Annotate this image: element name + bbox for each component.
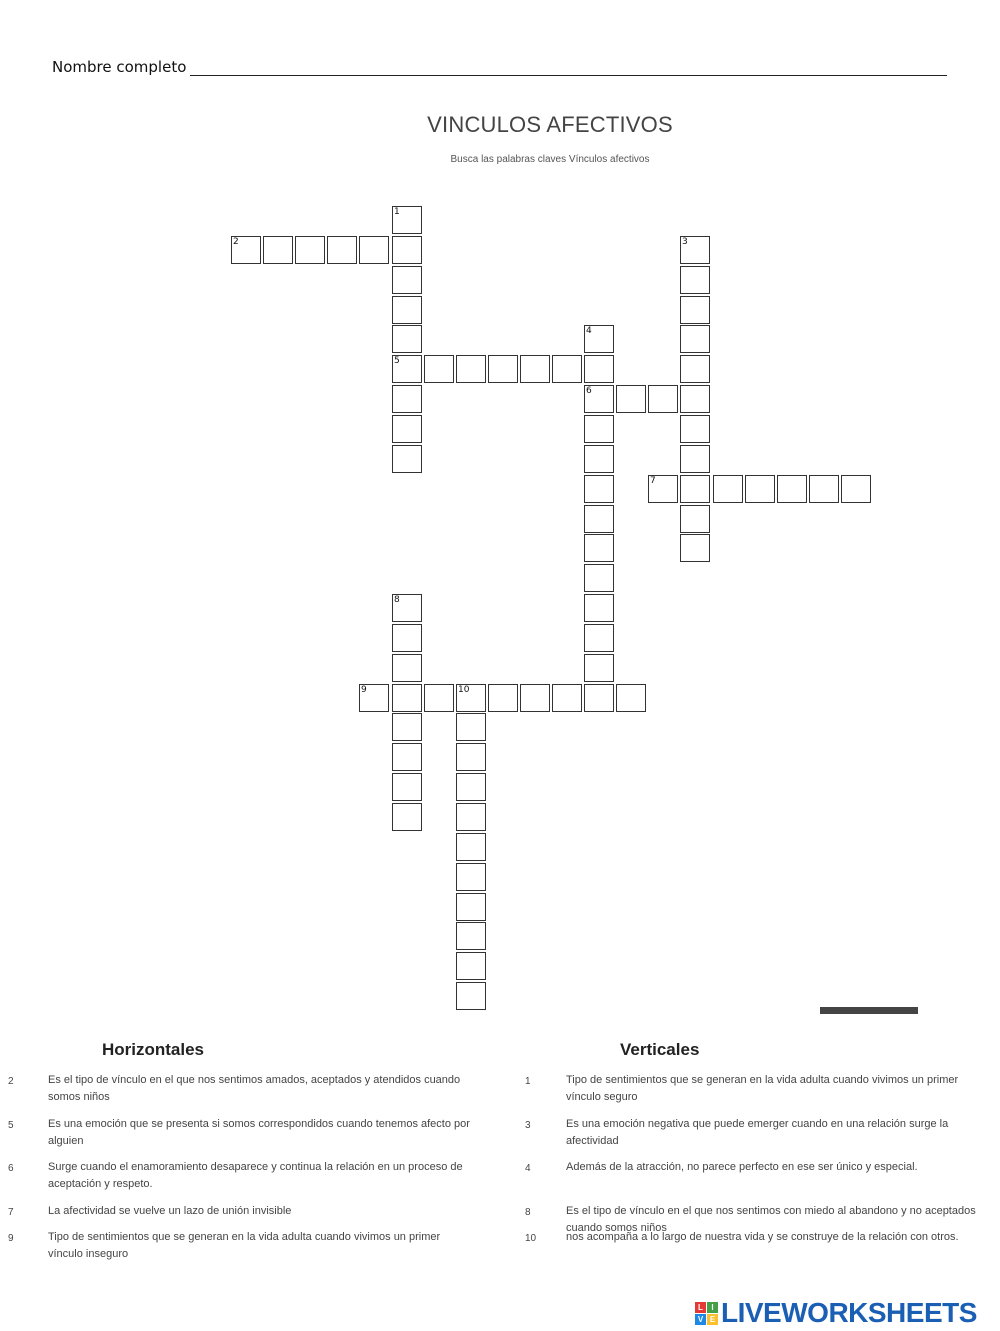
crossword-cell[interactable] [392, 236, 422, 264]
clue-list-number: 1 [525, 1076, 531, 1087]
crossword-cell[interactable] [392, 684, 422, 712]
crossword-cell[interactable] [392, 415, 422, 443]
clue-number: 4 [586, 326, 592, 336]
crossword-cell[interactable] [392, 743, 422, 771]
clue-number: 1 [394, 207, 400, 217]
clue-text: La afectividad se vuelve un lazo de unión invisible [48, 1205, 292, 1217]
crossword-cell[interactable] [392, 773, 422, 801]
crossword-cell[interactable] [392, 803, 422, 831]
crossword-cell[interactable] [584, 624, 614, 652]
crossword-cell[interactable] [295, 236, 325, 264]
clue-number: 2 [233, 237, 239, 247]
crossword-cell[interactable] [392, 385, 422, 413]
clue-text: Es el tipo de vínculo en el que nos sentimos con miedo al abandono y no aceptados cuando somos niños [566, 1205, 976, 1234]
crossword-cell[interactable] [680, 325, 710, 353]
crossword-cell[interactable] [584, 385, 614, 413]
crossword-cell[interactable] [456, 952, 486, 980]
crossword-cell[interactable] [456, 803, 486, 831]
name-label: Nombre completo [52, 58, 187, 76]
crossword-cell[interactable] [424, 355, 454, 383]
crossword-cell[interactable] [456, 355, 486, 383]
crossword-cell[interactable] [392, 355, 422, 383]
crossword-cell[interactable] [392, 206, 422, 234]
crossword-cell[interactable] [841, 475, 871, 503]
logo-letter: L [695, 1302, 706, 1313]
crossword-cell[interactable] [456, 713, 486, 741]
crossword-cell[interactable] [584, 564, 614, 592]
crossword-cell[interactable] [680, 236, 710, 264]
crossword-cell[interactable] [231, 236, 261, 264]
crossword-cell[interactable] [584, 355, 614, 383]
crossword-cell[interactable] [456, 863, 486, 891]
crossword-cell[interactable] [745, 475, 775, 503]
clue-text: Tipo de sentimientos que se generan en la vida adulta cuando vivimos un primer vínculo seguro [566, 1074, 959, 1103]
liveworksheets-logo-icon [695, 1302, 718, 1325]
logo-letter: E [707, 1314, 718, 1325]
crossword-cell[interactable] [680, 296, 710, 324]
crossword-cell[interactable] [392, 624, 422, 652]
crossword-cell[interactable] [584, 594, 614, 622]
crossword-cell[interactable] [584, 505, 614, 533]
crossword-cell[interactable] [777, 475, 807, 503]
crossword-cell[interactable] [680, 445, 710, 473]
crossword-cell[interactable] [520, 355, 550, 383]
crossword-cell[interactable] [584, 654, 614, 682]
clue-text: Además de la atracción, no parece perfecto en ese ser único y especial. [566, 1161, 918, 1173]
crossword-cell[interactable] [680, 415, 710, 443]
crossword-cell[interactable] [584, 445, 614, 473]
clue-list-number: 5 [8, 1120, 14, 1131]
crossword-cell[interactable] [680, 534, 710, 562]
clue-number: 10 [458, 685, 470, 695]
crossword-cell[interactable] [809, 475, 839, 503]
crossword-cell[interactable] [392, 594, 422, 622]
crossword-cell[interactable] [680, 475, 710, 503]
crossword-cell[interactable] [680, 505, 710, 533]
brand-footer [695, 1297, 977, 1329]
clue-text: Es el tipo de vínculo en el que nos sentimos amados, aceptados y atendidos cuando somos niños [48, 1074, 461, 1103]
crossword-cell[interactable] [456, 684, 486, 712]
page-title: VINCULOS AFECTIVOS [427, 112, 673, 137]
clue-number: 3 [682, 237, 688, 247]
crossword-cell[interactable] [424, 684, 454, 712]
crossword-cell[interactable] [327, 236, 357, 264]
clue-text: Es una emoción que se presenta si somos correspondidos cuando tenemos afecto por alguien [48, 1118, 470, 1147]
clue-text: Tipo de sentimientos que se generan en la vida adulta cuando vivimos un primer vínculo inseguro [48, 1231, 441, 1260]
brand-name: LIVEWORKSHEETS [721, 1297, 977, 1328]
clue-number: 9 [361, 685, 367, 695]
clue-text: Es una emoción negativa que puede emerger cuando en una relación surge la afectividad [566, 1118, 949, 1147]
crossword-cell[interactable] [584, 415, 614, 443]
decorative-bar [820, 1007, 918, 1014]
clue-number: 7 [650, 476, 656, 486]
crossword-cell[interactable] [456, 773, 486, 801]
crossword-cell[interactable] [552, 355, 582, 383]
clue-list-number: 7 [8, 1207, 14, 1218]
clue-list-number: 4 [525, 1163, 531, 1174]
crossword-cell[interactable] [520, 684, 550, 712]
clue-text: Surge cuando el enamoramiento desaparece y continua la relación en un proceso de aceptación y respeto. [48, 1161, 463, 1190]
crossword-cell[interactable] [648, 475, 678, 503]
clue-list-number: 3 [525, 1120, 531, 1131]
crossword-cell[interactable] [584, 325, 614, 353]
crossword-cell[interactable] [488, 355, 518, 383]
clue-list-number: 9 [8, 1233, 14, 1244]
crossword-cell[interactable] [456, 893, 486, 921]
crossword-cell[interactable] [359, 236, 389, 264]
crossword-cell[interactable] [456, 982, 486, 1010]
clue-list-number: 6 [8, 1163, 14, 1174]
crossword-cell[interactable] [392, 325, 422, 353]
crossword-cell[interactable] [456, 922, 486, 950]
crossword-cell[interactable] [584, 534, 614, 562]
crossword-cell[interactable] [456, 743, 486, 771]
logo-letter: I [707, 1302, 718, 1313]
clue-list-number: 2 [8, 1076, 14, 1087]
clue-number: 5 [394, 356, 400, 366]
crossword-cell[interactable] [359, 684, 389, 712]
vertical-heading: Verticales [620, 1040, 700, 1059]
crossword-cell[interactable] [648, 385, 678, 413]
crossword-cell[interactable] [713, 475, 743, 503]
clue-number: 8 [394, 595, 400, 605]
crossword-cell[interactable] [392, 445, 422, 473]
crossword-cell[interactable] [392, 654, 422, 682]
clue-number: 6 [586, 386, 592, 396]
crossword-cell[interactable] [392, 296, 422, 324]
logo-letter: V [695, 1314, 706, 1325]
crossword-cell[interactable] [263, 236, 293, 264]
horizontal-heading: Horizontales [102, 1040, 205, 1059]
crossword-cell[interactable] [552, 684, 582, 712]
clue-list-number: 8 [525, 1207, 531, 1218]
crossword-cell[interactable] [584, 684, 614, 712]
crossword-cell[interactable] [488, 684, 518, 712]
crossword-cell[interactable] [584, 475, 614, 503]
crossword-cell[interactable] [616, 684, 646, 712]
crossword-cell[interactable] [456, 833, 486, 861]
clue-text: nos acompaña a lo largo de nuestra vida y se construye de la relación con otros. [566, 1231, 959, 1243]
crossword-cell[interactable] [392, 266, 422, 294]
page-subtitle: Busca las palabras claves Vínculos afectivos [450, 154, 650, 165]
crossword-cell[interactable] [392, 713, 422, 741]
crossword-cell[interactable] [680, 355, 710, 383]
crossword-cell[interactable] [680, 385, 710, 413]
clue-list-number: 10 [525, 1233, 537, 1244]
crossword-cell[interactable] [616, 385, 646, 413]
crossword-cell[interactable] [680, 266, 710, 294]
